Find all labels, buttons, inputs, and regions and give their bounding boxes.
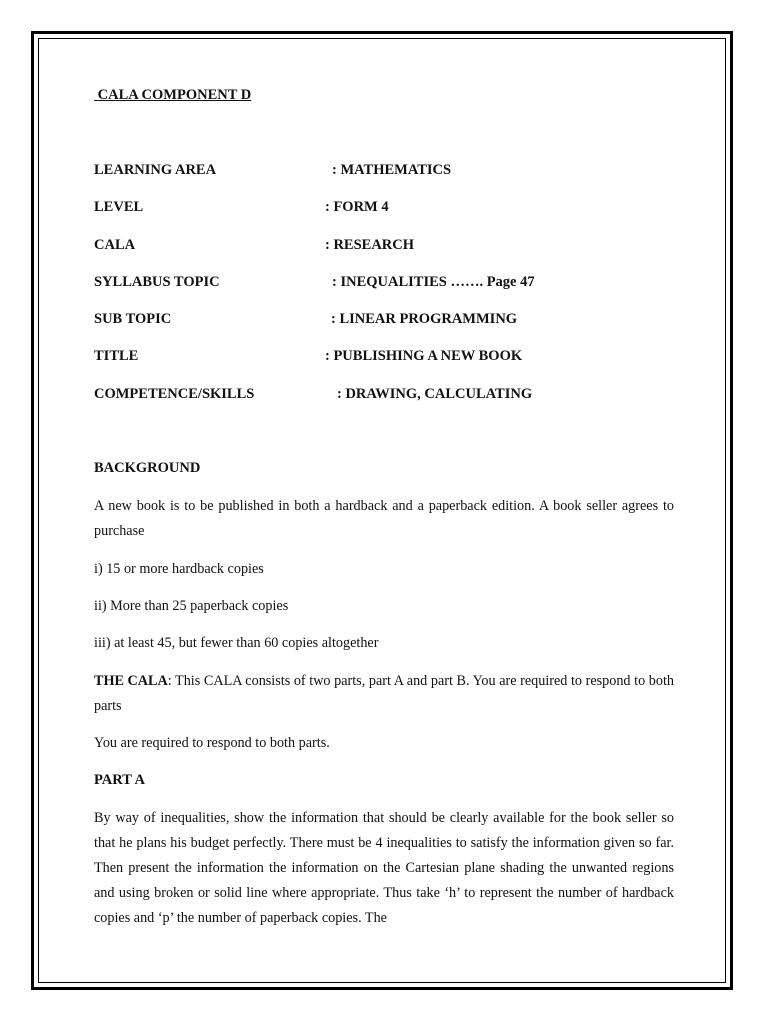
info-label: LEVEL [94, 199, 144, 215]
background-intro: A new book is to be published in both a hardback and a paperback edition. A book seller agrees to purchase [94, 498, 674, 539]
cala-text: : This CALA consists of two parts, part A and part B. You are required to respond to both parts [94, 673, 674, 714]
list-item: iii) at least 45, but fewer than 60 copies altogether [94, 635, 379, 651]
info-value: : RESEARCH [325, 237, 415, 253]
info-value: : DRAWING, CALCULATING [337, 386, 533, 402]
list-item: i) 15 or more hardback copies [94, 561, 264, 577]
cala-paragraph [94, 669, 674, 719]
part-a-heading: PART A [94, 772, 145, 788]
info-label: SUB TOPIC [94, 311, 172, 327]
cala-lead: THE CALA [94, 673, 168, 689]
info-label: CALA [94, 237, 136, 253]
background-heading: BACKGROUND [94, 460, 201, 476]
info-label: LEARNING AREA [94, 162, 217, 178]
info-value: : INEQUALITIES ……. Page 47 [332, 274, 535, 290]
cala-repeat: You are required to respond to both parts. [94, 735, 330, 751]
info-label: TITLE [94, 348, 139, 364]
list-item: ii) More than 25 paperback copies [94, 598, 289, 614]
info-value: : MATHEMATICS [332, 162, 452, 178]
info-label: COMPETENCE/SKILLS [94, 386, 255, 402]
info-value: : FORM 4 [325, 199, 389, 215]
info-value: : PUBLISHING A NEW BOOK [325, 348, 523, 364]
info-value: : LINEAR PROGRAMMING [331, 311, 518, 327]
document-title: CALA COMPONENT D [94, 87, 252, 103]
part-a-text: By way of inequalities, show the information that should be clearly available for the book seller so that he plans his budget perfectly. There must be 4 inequalities to satisfy the information given so far. Then present the information the information on the Cartesian plane shading the unwanted regions and using broken or solid line where appropriate. Thus take ‘h’ to represent the number of hardback copies and ‘p’ the number of paperback copies. The [94, 810, 674, 926]
info-label: SYLLABUS TOPIC [94, 274, 220, 290]
